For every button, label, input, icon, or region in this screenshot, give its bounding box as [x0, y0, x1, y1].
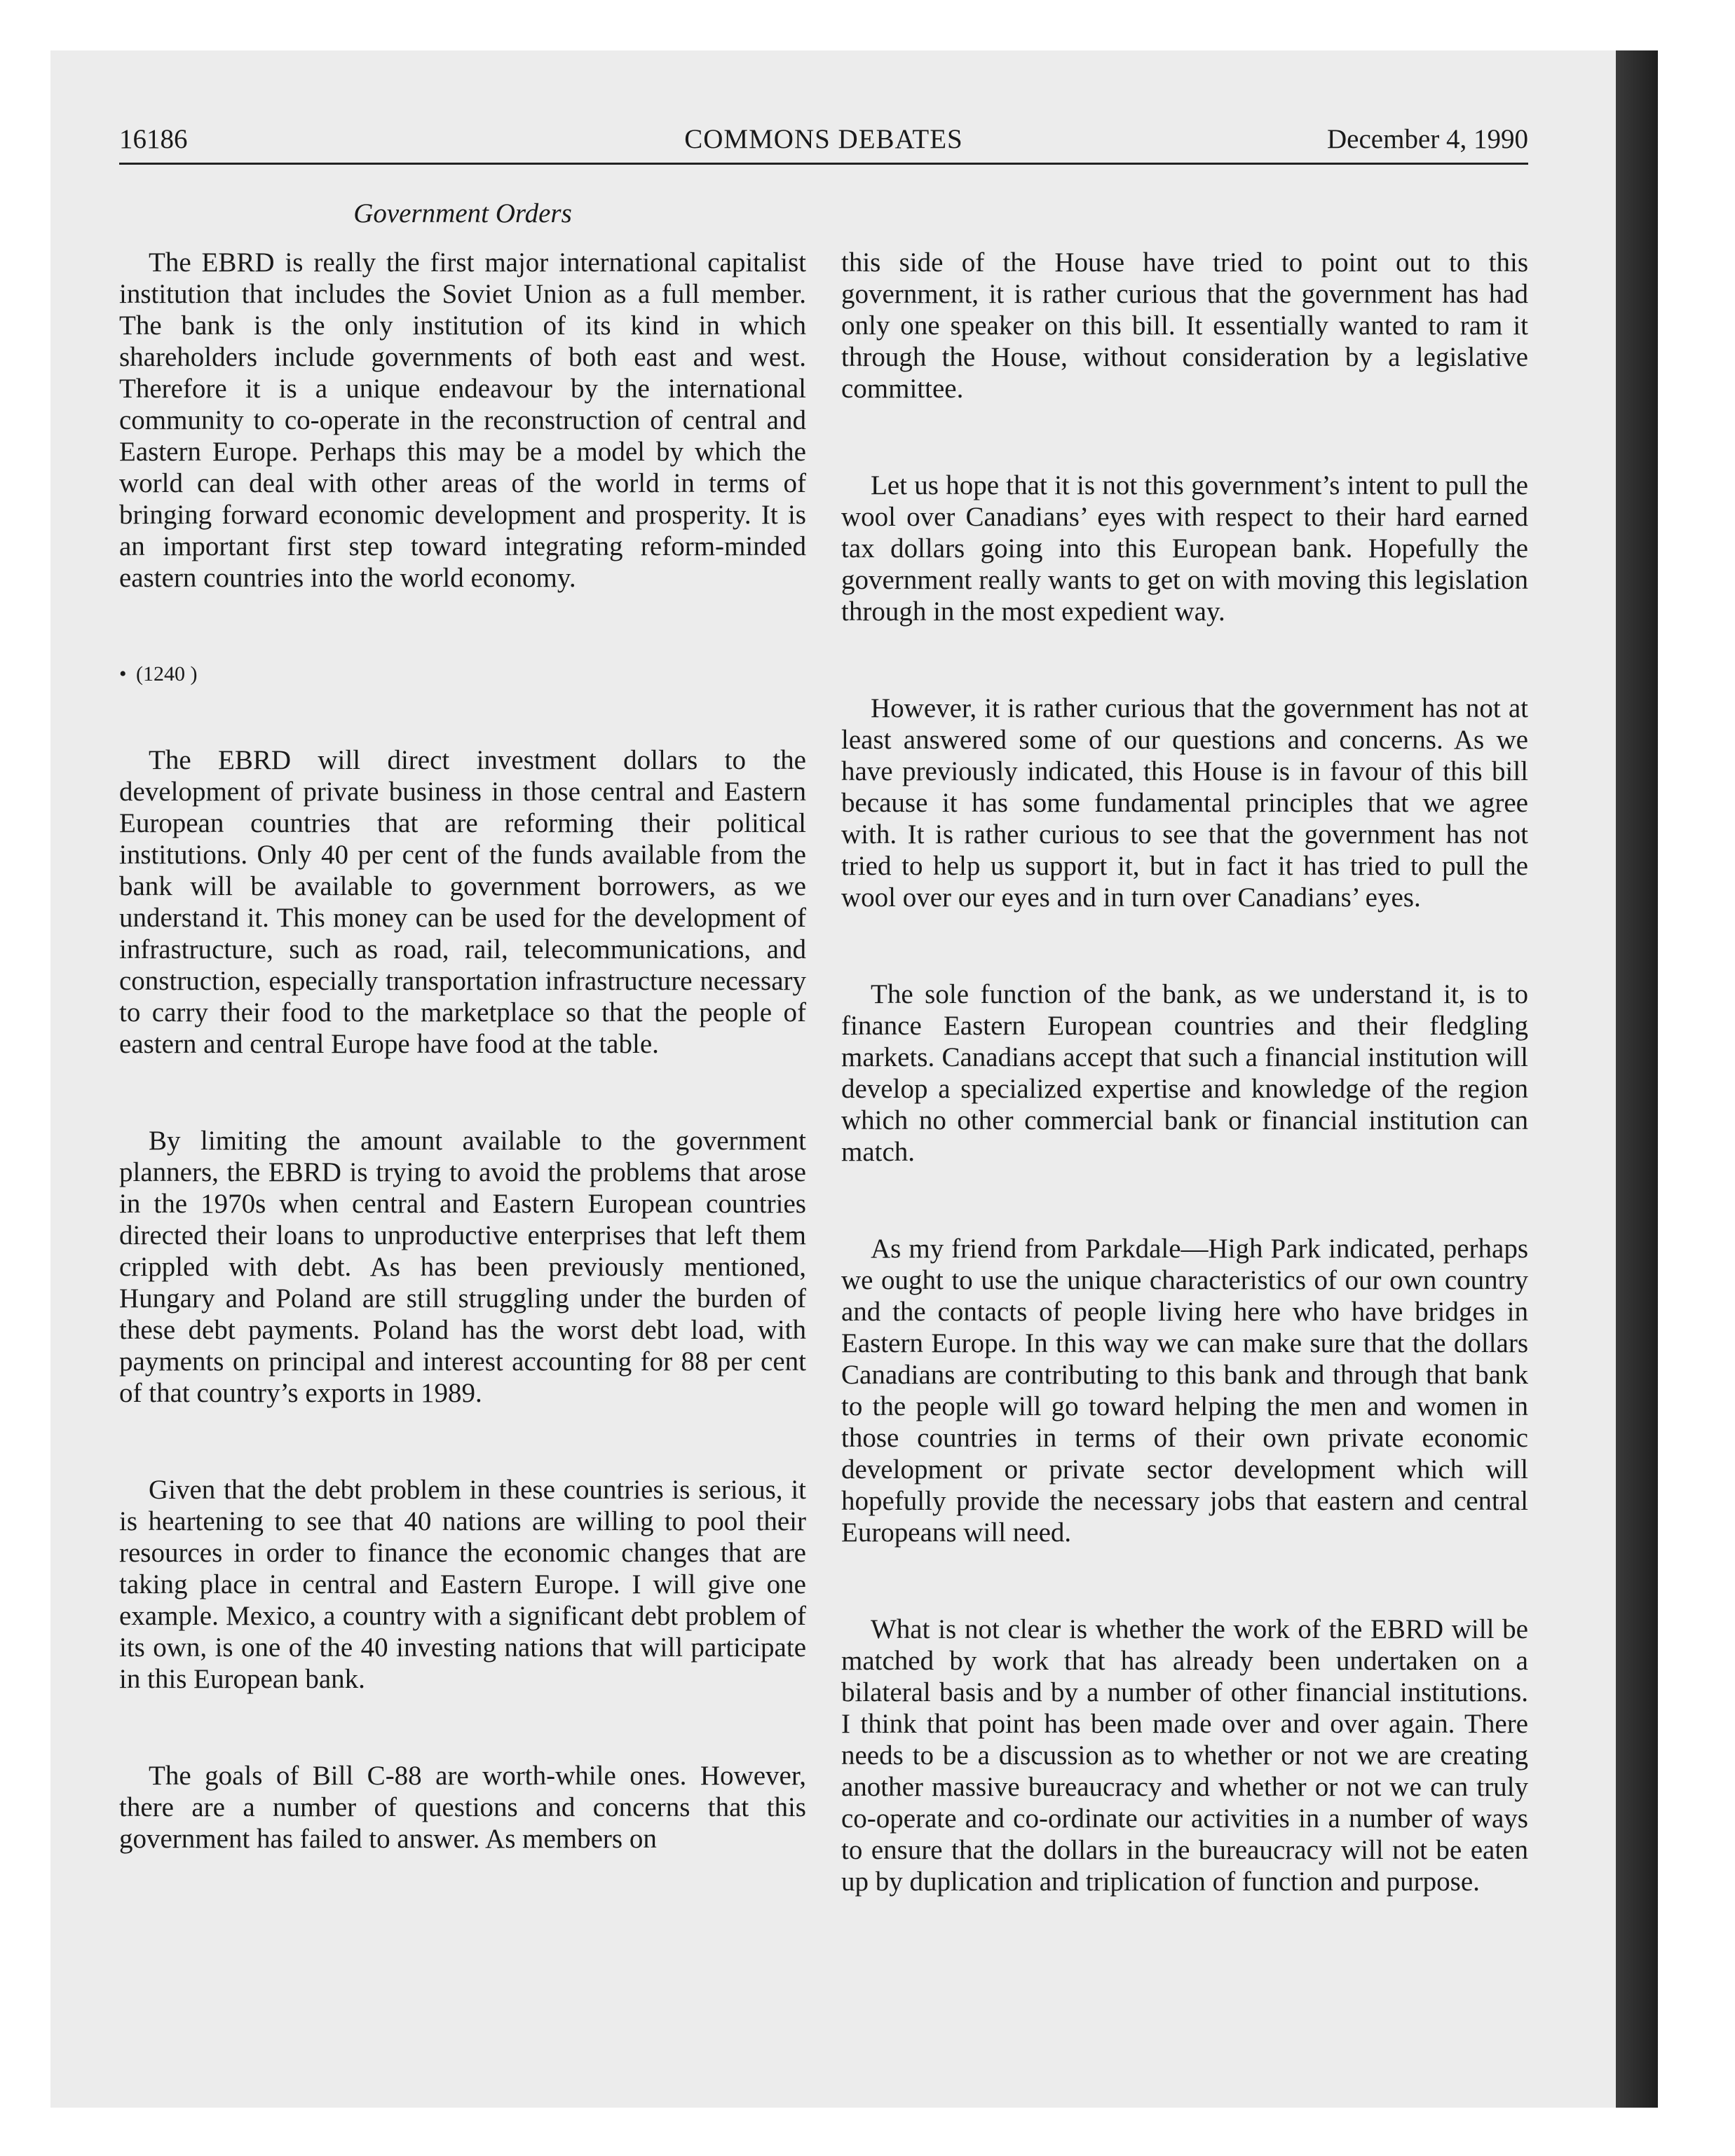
paragraph: The EBRD is really the first major international capitalist institution that includes the Soviet Union as a full member. The bank is the only institution of its kind in which shareholders include governments of both east and west. Therefore it is a unique endeavour by the international community to co-operate in the reconstruction of central and Eastern Europe. Perhaps this may be a model by which the world can deal with other areas of the world in terms of bringing forward economic development and prosperity. It is an important first step toward integrating reform-minded eastern countries into the world economy.: [119, 247, 806, 593]
publication-date: December 4, 1990: [1327, 124, 1528, 154]
paragraph: The goals of Bill C-88 are worth-while ones. However, there are a number of questions and concerns that this government has failed to answer. As members on: [119, 1761, 806, 1854]
paragraph: The EBRD will direct investment dollars to the development of private business in those central and Eastern European countries that are reforming their political institutions. Only 40 per cent of the funds available from the bank will be available to government borrowers, as we understand it. This money can be used for the development of infrastructure, such as road, rail, telecommunications, and construction, especially transportation infrastructure necessary to carry their food to the marketplace so that the people of eastern and central Europe have food at the table.: [119, 745, 806, 1059]
page-header: [119, 123, 1528, 163]
section-title: Government Orders: [353, 198, 572, 228]
header-rule: [119, 163, 1528, 165]
page-number: 16186: [119, 124, 188, 154]
paragraph: this side of the House have tried to point out to this government, it is rather curious that the government has had only one speaker on this bill. It essentially wanted to ram it through the House, without consideration by a legislative committee.: [841, 247, 1528, 404]
paragraph: However, it is rather curious that the government has not at least answered some of our questions and concerns. As we have previously indicated, this House is in favour of this bill because it has some fundamental principles that we agree with. It is rather curious to see that the government has not tried to help us support it, but in fact it has tried to pull the wool over our eyes and in turn over Canadians’ eyes.: [841, 693, 1528, 913]
paragraph: As my friend from Parkdale—High Park indicated, perhaps we ought to use the unique characteristics of our own country and the contacts of people living here who have bridges in Eastern Europe. In this way we can make sure that the dollars Canadians are contributing to this bank and through that bank to the people will go toward helping the men and women in those countries in terms of their own private economic development or private sector development which will hopefully provide the necessary jobs that eastern and central Europeans will need.: [841, 1234, 1528, 1548]
right-column: [841, 247, 1528, 1963]
bullet-icon: •: [119, 662, 127, 685]
publication-title: COMMONS DEBATES: [684, 124, 963, 154]
paragraph: The sole function of the bank, as we understand it, is to finance Eastern European countries and their fledgling markets. Canadians accept that such a financial institution will develop a specialized expertise and knowledge of the region which no other commercial bank or financial institution can match.: [841, 979, 1528, 1167]
scan-binding-edge: [1616, 50, 1658, 2108]
paragraph: By limiting the amount available to the government planners, the EBRD is trying to avoid the problems that arose in the 1970s when central and Eastern European countries directed their loans to unproductive enterprises that left them crippled with debt. As has been previously mentioned, Hungary and Poland are still struggling under the burden of these debt payments. Poland has the worst debt load, with payments on principal and interest accounting for 88 per cent of that country’s exports in 1989.: [119, 1126, 806, 1408]
paragraph: What is not clear is whether the work of the EBRD will be matched by work that has already been undertaken on a bilateral basis and by a number of other financial institutions. I think that point has been made over and over again. There needs to be a discussion as to whether or not we are creating another massive bureaucracy and whether or not we can truly co-operate and co-ordinate our activities in a number of ways to ensure that the dollars in the bureaucracy will not be eaten up by duplication and triplication of function and purpose.: [841, 1614, 1528, 1897]
left-column: [119, 247, 806, 1920]
timestamp-marker: [119, 659, 806, 687]
timestamp-text: (1240 ): [136, 662, 198, 685]
paragraph: Given that the debt problem in these countries is serious, it is heartening to see that 40 nations are willing to pool their resources in order to finance the economic changes that are taking place in central and Eastern Europe. I will give one example. Mexico, a country with a significant debt problem of its own, is one of the 40 investing nations that will participate in this European bank.: [119, 1475, 806, 1694]
paragraph: Let us hope that it is not this government’s intent to pull the wool over Canadians’ eyes with respect to their hard earned tax dollars going into this European bank. Hopefully the government really wants to get on with moving this legislation through in the most expedient way.: [841, 470, 1528, 627]
